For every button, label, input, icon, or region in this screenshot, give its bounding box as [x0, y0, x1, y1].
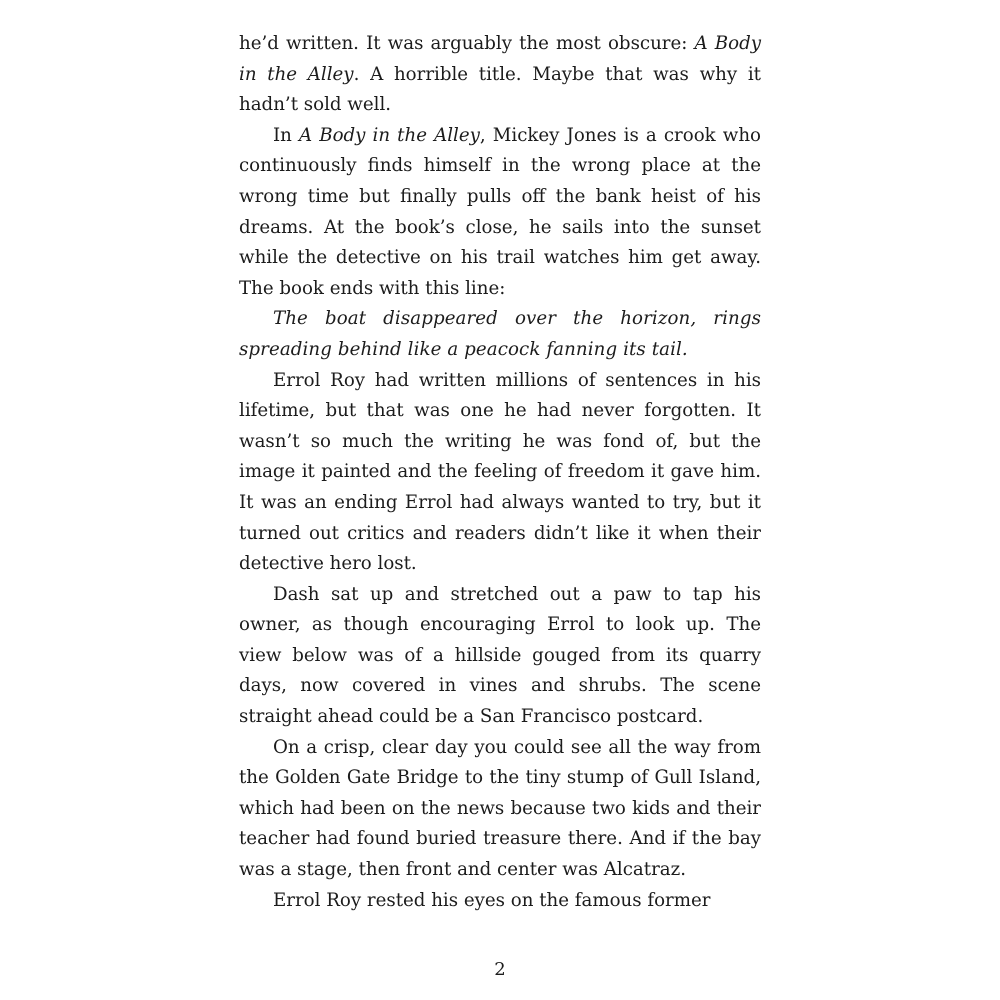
- text-segment: On a crisp, clear day you could see all the way from the Golden Gate Bridge to the tiny stump of Gull Island, which had been on the news because two kids and their teacher had found buried treasure there. And if the bay was a stage, then front and center was Alcatraz.: [239, 736, 761, 881]
- paragraph-1: [239, 29, 761, 121]
- text-segment: , Mickey Jones is a crook who continuously finds himself in the wrong place at the wrong time but finally pulls off the bank heist of his dreams. At the book’s close, he sails into the sunset while the detective on his trail watches him get away. The book ends with this line:: [239, 124, 761, 299]
- page-number: 2: [494, 959, 506, 980]
- text-segment: he’d written. It was arguably the most obscure:: [239, 33, 695, 54]
- body-text: [239, 29, 761, 916]
- book-title-italic: A Body in the Alley: [239, 33, 761, 85]
- text-segment: Dash sat up and stretched out a paw to tap his owner, as though encouraging Errol to look up. The view below was of a hillside gouged from its quarry days, now covered in vines and shrubs. The scene straight ahead could be a San Francisco postcard.: [239, 583, 761, 728]
- paragraph-4: [239, 366, 761, 580]
- text-segment: Errol Roy rested his eyes on the famous former: [273, 889, 711, 911]
- paragraph-2: [239, 121, 761, 305]
- text-segment: . A horrible title. Maybe that was why it hadn’t sold well.: [239, 63, 761, 116]
- quote-text: The boat disappeared over the horizon, rings spreading behind like a peacock fanning its tail.: [239, 308, 761, 360]
- paragraph-7: [239, 886, 761, 917]
- text-segment: Errol Roy had written millions of sentences in his lifetime, but that was one he had never forgotten. It wasn’t so much the writing he was fond of, but the image it painted and the feeling of freedom it gave him. It was an ending Errol had always wanted to try, but it turned out critics and readers didn’t like it when their detective hero lost.: [239, 369, 761, 575]
- paragraph-6: [239, 733, 761, 886]
- text-segment: In: [273, 124, 299, 146]
- paragraph-5: [239, 580, 761, 733]
- book-title-italic: A Body in the Alley: [299, 124, 480, 146]
- quoted-line: [239, 304, 761, 365]
